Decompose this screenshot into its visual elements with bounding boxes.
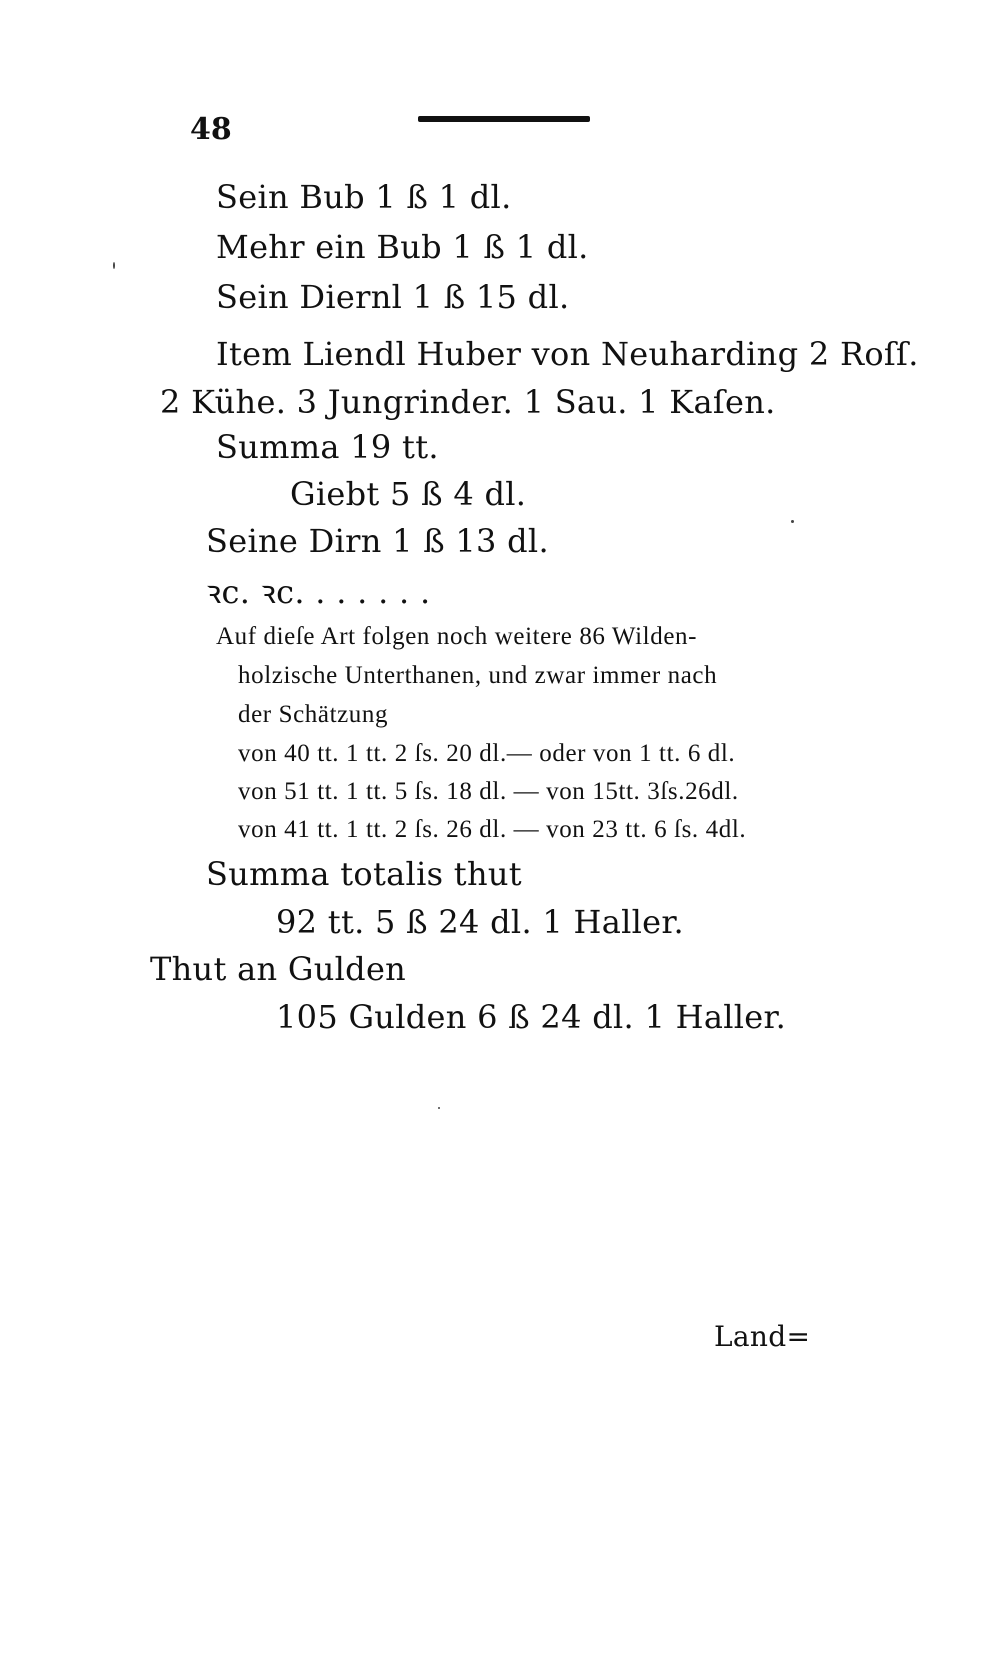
text-line: ꝛc. ꝛc. . . . . . .: [206, 573, 431, 611]
sum-line: 92 tt. 5 ß 24 dl. 1 Haller.: [276, 903, 684, 941]
paragraph-line: Auf dieſe Art folgen noch weitere 86 Wilden-: [216, 623, 698, 650]
print-speck: [113, 262, 115, 269]
text-line: Seine Dirn 1 ß 13 dl.: [206, 522, 549, 560]
header-rule: [418, 116, 590, 122]
rate-line: von 41 tt. 1 tt. 2 ſs. 26 dl. — von 23 tt. 6 ſs. 4dl.: [238, 816, 747, 843]
print-speck: [438, 1107, 440, 1109]
sum-line: Summa totalis thut: [206, 855, 522, 893]
rate-line: von 51 tt. 1 tt. 5 ſs. 18 dl. — von 15tt. 3ſs.26dl.: [238, 778, 739, 805]
print-speck: [791, 520, 794, 523]
text-line: Sein Diernl 1 ß 15 dl.: [216, 278, 570, 316]
text-line: Sein Bub 1 ß 1 dl.: [216, 178, 512, 216]
text-line: Mehr ein Bub 1 ß 1 dl.: [216, 228, 589, 266]
paragraph-line: holzische Unterthanen, und zwar immer nach: [238, 662, 718, 689]
rate-line: von 40 tt. 1 tt. 2 ſs. 20 dl.— oder von 1 tt. 6 dl.: [238, 740, 736, 767]
sum-line: 105 Gulden 6 ß 24 dl. 1 Haller.: [276, 998, 787, 1036]
text-line: 2 Kühe. 3 Jungrinder. 1 Sau. 1 Kaſen.: [160, 383, 776, 421]
page-number: 48: [190, 112, 232, 147]
text-line: Item Liendl Huber von Neuharding 2 Roſſ.: [216, 335, 919, 373]
sum-line: Thut an Gulden: [150, 950, 407, 988]
paragraph-line: der Schätzung: [238, 701, 389, 728]
text-line: Giebt 5 ß 4 dl.: [290, 475, 527, 513]
catchword: Land=: [714, 1320, 811, 1353]
text-line: Summa 19 tt.: [216, 428, 439, 466]
